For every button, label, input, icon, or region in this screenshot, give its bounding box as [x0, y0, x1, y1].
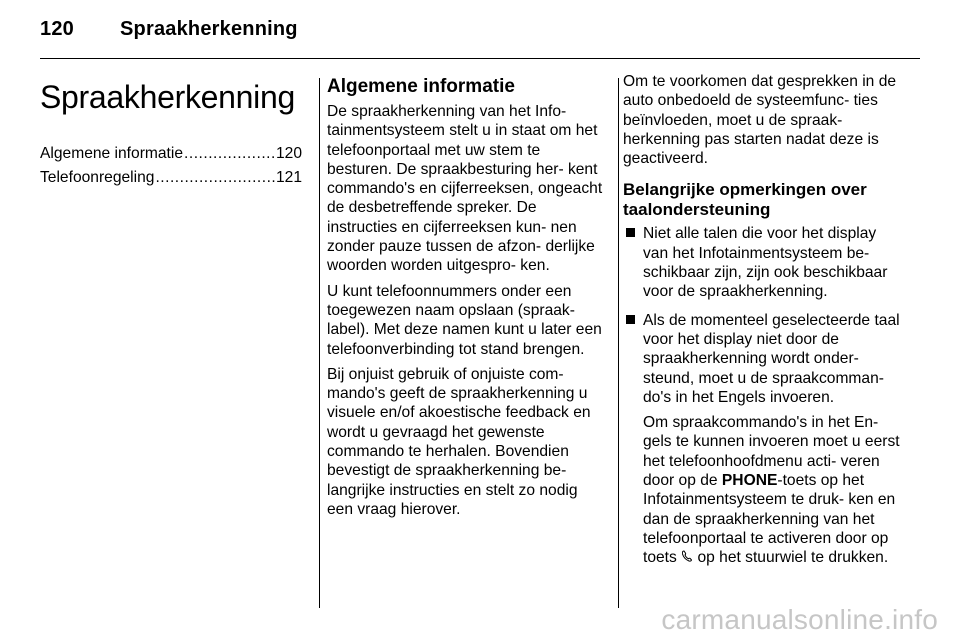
paragraph: De spraakherkenning van het Info- tainmentsysteem stelt u in staat om het telefoonportaal met uw stem te besturen. De spraakbesturing her- kent commando's en cijferreeksen, ongeacht de desbetreffende spreker. De instructies en cijferreeksen kun- nen zonder pauze tussen de afzon- derlijke woorden worden uitgespro- ken.	[327, 103, 603, 275]
page-header	[40, 18, 298, 41]
column-toc	[40, 72, 302, 190]
page-number: 120	[40, 18, 74, 40]
square-bullet-icon	[626, 315, 635, 324]
paragraph: U kunt telefoonnummers onder een toegewezen naam opslaan (spraak- label). Met deze namen kunt u later een telefoonverbinding tot stand brengen.	[327, 282, 602, 358]
column-general-info	[327, 72, 605, 525]
toc-entry-page: 120	[275, 145, 302, 162]
header-rule	[40, 58, 920, 59]
list-item	[623, 224, 905, 301]
watermark: carmanualsonline.info	[661, 604, 938, 635]
toc-entry-label: Algemene informatie	[40, 145, 184, 162]
chapter-title: Spraakherkenning	[40, 79, 295, 115]
list-item	[623, 311, 905, 568]
square-bullet-icon	[626, 228, 635, 237]
toc-leader	[184, 142, 275, 166]
bullet-subparagraph	[643, 413, 905, 567]
section-heading: Algemene informatie	[327, 76, 515, 97]
toc-entry-label: Telefoonregeling	[40, 169, 155, 186]
bullet-text: Als de momenteel geselecteerde taal voor het display niet door de spraakherkenning wordt onder- steund, moet u de spraakcomman- do's in het Engels invoeren.	[643, 311, 900, 406]
text-run: Om spraakcommando's in het En- gels te kunnen invoeren moet u eerst het telefoonhoofdmenu acti- veren door op de	[643, 414, 900, 490]
paragraph: Bij onjuist gebruik of onjuiste com- mando's geeft de spraakherkenning u visuele en/of akoestische feedback en wordt u gevraagd het gewenste commando te herhalen. Bovendien bevestigt de spraakherkenning be- langrijke instructies en stelt zo nodig een vraag hierover.	[327, 365, 591, 518]
toc-entry[interactable]	[40, 166, 302, 190]
text-run: op het stuurwiel te drukken.	[693, 549, 889, 567]
toc-leader	[155, 166, 275, 190]
column-divider-2	[618, 78, 619, 608]
text-run: -toets op het Infotainmentsysteem te druk- ken en dan de spraakherkenning van het telefoonportaal te activeren door op toets	[643, 472, 896, 567]
toc-entry-page: 121	[275, 169, 302, 186]
column-divider-1	[319, 78, 320, 608]
toc-entry[interactable]	[40, 142, 302, 166]
phone-handset-icon	[681, 548, 693, 567]
bullet-list	[623, 224, 905, 567]
column-notes	[623, 72, 905, 577]
phone-key-label: PHONE	[721, 472, 778, 490]
section-heading: Belangrijke opmerkingen over taalondersteuning	[623, 180, 867, 220]
running-title: Spraakherkenning	[120, 18, 298, 40]
paragraph: Om te voorkomen dat gesprekken in de auto onbedoeld de systeemfunc- ties beïnvloeden, moet u de spraak- herkenning pas starten nadat deze is geactiveerd.	[623, 73, 897, 168]
bullet-text: Niet alle talen die voor het display van het Infotainmentsysteem be- schikbaar zijn, zijn ook beschikbaar voor de spraakherkenning.	[643, 225, 888, 301]
